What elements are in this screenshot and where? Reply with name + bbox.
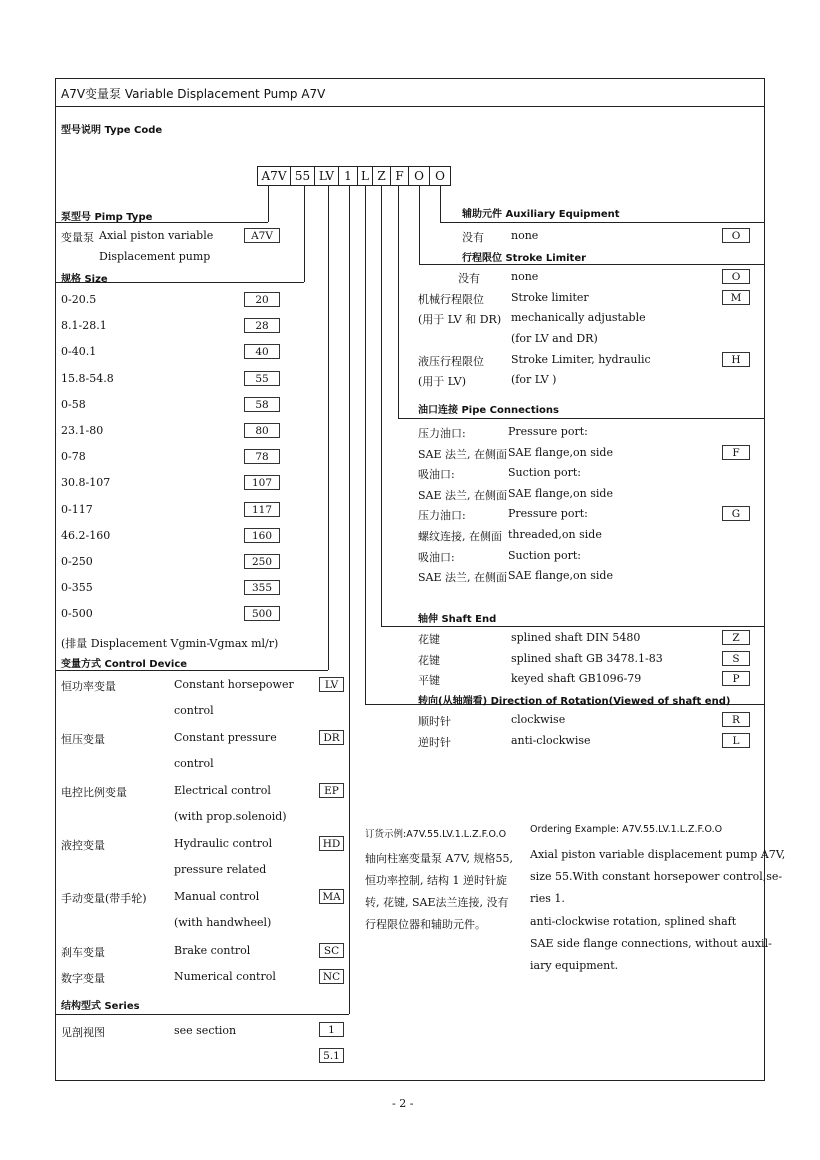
control-code: MA [319,889,344,904]
pipe-cn: SAE 法兰, 在侧面 [418,571,507,585]
order-cn-line: 转, 花键, SAE法兰连接, 没有 [365,896,509,909]
control-cn: 恒压变量 [61,733,105,746]
control-en1: Constant horsepower [174,678,294,691]
stroke-en: (for LV ) [511,373,557,386]
order-cn-line: 行程限位器和辅助元件。 [365,918,486,931]
control-en2: control [174,757,214,770]
series-code-1: 1 [319,1022,344,1037]
stroke-en: Stroke limiter [511,291,589,304]
series-en: see section [174,1024,237,1037]
stroke-cn: 机械行程限位 [418,293,484,306]
size-code: 80 [244,423,280,438]
size-code: 250 [244,554,280,569]
stroke-en: mechanically adjustable [511,311,646,324]
rotation-code: L [722,733,750,748]
control-en1: Hydraulic control [174,837,273,850]
aux-en: none [511,229,539,242]
size-range: 0-355 [61,581,93,595]
rotation-heading: 转向(从轴端看) Direction of Rotation(Viewed of shaft end) [418,696,731,707]
size-code: 58 [244,397,280,412]
pipe-en: SAE flange,on side [508,569,613,583]
aux-code: O [722,228,750,243]
size-code: 355 [244,580,280,595]
shaft-code: Z [722,630,750,645]
control-code: DR [319,730,344,745]
series-heading: 结构型式 Series [61,1001,140,1012]
pipe-cn: SAE 法兰, 在侧面 [418,488,507,502]
control-heading: 变量方式 Control Device [61,659,188,670]
shaft-en: splined shaft GB 3478.1-83 [511,651,663,665]
size-code: 55 [244,371,280,386]
pipe-code: G [722,506,750,521]
control-en2: (with handwheel) [174,916,272,929]
stroke-code: H [722,352,750,367]
pump-type-cn: 变量泵 [61,231,94,244]
control-en2: control [174,704,214,717]
pump-type-code: A7V [244,228,280,243]
pipe-cn: 吸油口: [418,550,455,564]
rotation-code: R [722,712,750,727]
stroke-en: none [511,270,539,283]
shaft-cn: 花键 [418,633,440,646]
type-code-cell: LV [314,166,339,186]
stroke-code: M [722,290,750,305]
order-en-line: ries 1. [530,892,565,906]
size-code: 28 [244,318,280,333]
pipe-en: Pressure port: [508,507,588,521]
order-en-line: SAE side flange connections, without auxil- [530,936,772,950]
stroke-cn: (用于 LV) [418,375,467,388]
type-code-cell: 1 [338,166,358,186]
size-code: 107 [244,475,280,490]
pump-type-en1: Axial piston variable [99,229,214,242]
size-code: 500 [244,606,280,621]
order-en-line: Axial piston variable displacement pump A7V, [530,848,786,861]
size-range: 15.8-54.8 [61,371,114,385]
control-en2: (with prop.solenoid) [174,810,287,823]
order-en-heading: Ordering Example: A7V.55.LV.1.L.Z.F.O.O [530,824,723,835]
control-en2: pressure related [174,863,267,876]
type-code-cell: F [390,166,409,186]
size-range: 0-78 [61,450,86,464]
control-code: LV [319,677,344,692]
control-en1: Numerical control [174,970,276,983]
size-range: 0-117 [61,502,93,516]
control-en1: Constant pressure [174,731,277,744]
shaft-cn: 平键 [418,674,440,688]
size-code: 117 [244,502,280,517]
pipe-cn: 压力油口: [418,509,466,523]
title-divider [55,106,765,107]
pump-type-en2: Displacement pump [99,250,211,263]
control-code: NC [319,969,344,984]
type-code-cell: L [357,166,373,186]
size-range: 30.8-107 [61,476,111,490]
stroke-heading: 行程限位 Stroke Limiter [462,253,587,264]
control-en1: Brake control [174,944,251,957]
pipe-en: Suction port: [508,548,581,562]
page-title: A7V变量泵 Variable Displacement Pump A7V [61,87,326,101]
size-range: 0-40.1 [61,345,97,359]
pump-type-heading: 泵型号 Pimp Type [61,212,153,223]
control-code: SC [319,943,344,958]
size-range: 0-58 [61,397,86,411]
pipe-en: threaded,on side [508,528,602,541]
size-code: 40 [244,344,280,359]
order-en-line: size 55.With constant horsepower control,se- [530,870,783,884]
size-heading: 规格 Size [61,274,108,285]
pipe-cn: 吸油口: [418,468,455,482]
size-range: 0-500 [61,607,93,621]
control-cn: 手动变量(带手轮) [61,892,147,905]
series-cn: 见剖视图 [61,1026,105,1039]
shaft-code: S [722,651,750,666]
pipe-heading: 油口连接 Pipe Connections [418,405,559,416]
size-range: 0-20.5 [61,293,97,306]
size-code: 20 [244,292,280,307]
size-footnote: (排量 Displacement Vgmin-Vgmax ml/r) [61,637,279,650]
control-cn: 恒功率变量 [61,680,116,693]
control-cn: 电控比例变量 [61,786,127,799]
stroke-en: (for LV and DR) [511,332,598,345]
size-range: 0-250 [61,555,93,568]
size-range: 23.1-80 [61,424,104,437]
shaft-heading: 轴伸 Shaft End [418,614,497,625]
size-range: 46.2-160 [61,528,111,542]
order-cn-line: 轴向柱塞变量泵 A7V, 规格55, [365,852,513,865]
control-en1: Electrical control [174,784,271,797]
rotation-en: anti-clockwise [511,733,591,747]
aux-heading: 辅助元件 Auxiliary Equipment [462,209,620,220]
pipe-cn: SAE 法兰, 在侧面 [418,447,507,461]
type-code-heading: 型号说明 Type Code [61,125,163,136]
stroke-code: O [722,269,750,284]
type-code-cell: A7V [257,166,291,186]
pipe-en: SAE flange,on side [508,445,613,459]
control-en1: Manual control [174,890,260,903]
control-cn: 液控变量 [61,839,105,852]
type-code-cell: Z [372,166,391,186]
pipe-en: SAE flange,on side [508,486,613,500]
shaft-en: splined shaft DIN 5480 [511,631,641,644]
aux-cn: 没有 [462,231,484,244]
shaft-code: P [722,671,750,686]
type-code-cell: O [429,166,451,186]
stroke-cn: 没有 [458,272,480,285]
pipe-cn: 螺纹连接, 在侧面 [418,530,502,543]
pipe-en: Suction port: [508,466,581,480]
order-en-line: anti-clockwise rotation, splined shaft [530,914,737,928]
order-en-line: iary equipment. [530,959,619,972]
stroke-cn: (用于 LV 和 DR) [418,313,502,326]
pipe-en: Pressure port: [508,425,588,438]
series-code-2: 5.1 [319,1048,344,1063]
control-code: EP [319,783,344,798]
rotation-en: clockwise [511,713,566,726]
pipe-cn: 压力油口: [418,427,466,440]
size-range: 8.1-28.1 [61,319,107,333]
size-code: 160 [244,528,280,543]
order-cn-line: 恒功率控制, 结构 1 逆时针旋 [365,874,507,887]
type-code-cell: O [408,166,430,186]
rotation-cn: 顺时针 [418,715,451,728]
control-cn: 刹车变量 [61,946,105,959]
control-cn: 数字变量 [61,972,105,985]
control-code: HD [319,836,344,851]
stroke-cn: 液压行程限位 [418,355,484,368]
type-code-cell: 55 [290,166,315,186]
stroke-en: Stroke Limiter, hydraulic [511,353,651,366]
rotation-cn: 逆时针 [418,735,451,749]
shaft-en: keyed shaft GB1096-79 [511,672,642,686]
size-code: 78 [244,449,280,464]
page-number: - 2 - [392,1097,414,1110]
order-cn-heading: 订货示例:A7V.55.LV.1.L.Z.F.O.O [365,829,507,840]
shaft-cn: 花键 [418,653,440,667]
pipe-code: F [722,445,750,460]
